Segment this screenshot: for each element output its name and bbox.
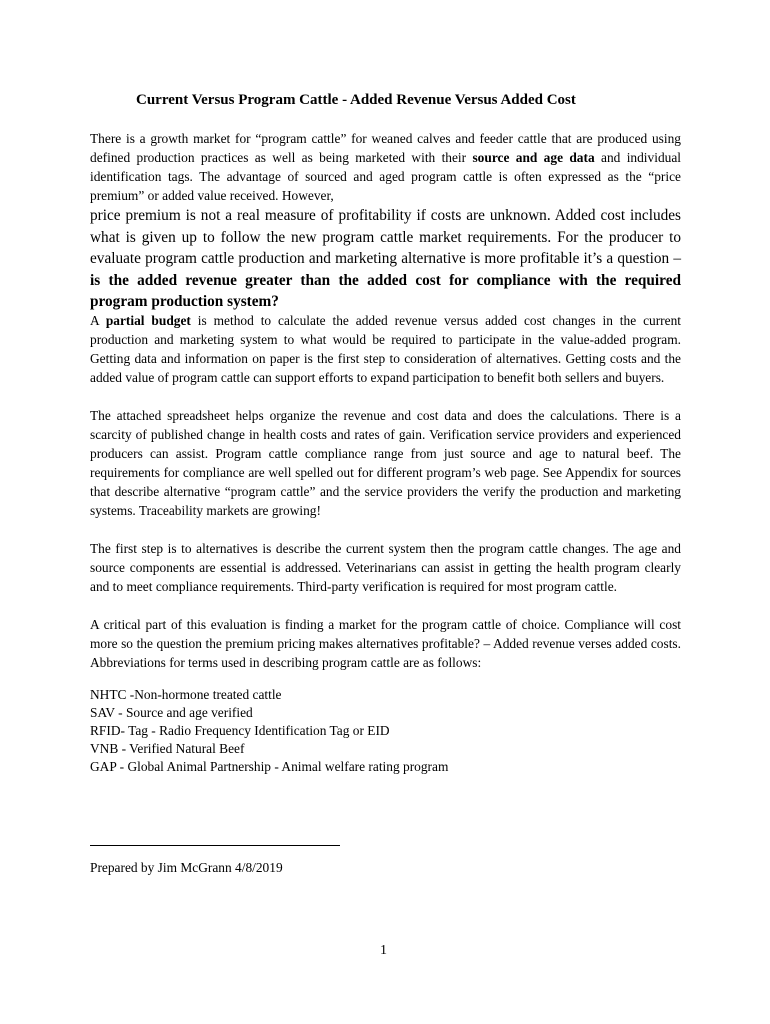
paragraph-first-step: The first step is to alternatives is describe the current system then the program cattle changes. The age and source components are essential is addressed. Veterinarians can assist in getting the health program clearly and to meet compliance requirements. Third-party verification is required for most program cattle.: [90, 541, 681, 594]
page-number: 1: [380, 943, 387, 958]
partial-budget-text-2: is method to calculate the added revenue versus added cost changes in the current production and marketing system to what would be required to participate in the value-added program. Getting data and information on paper is the first step to consideration of alternatives. Getting costs and the added value of program cattle can support efforts to expand participation to benefit both sellers and buyers.: [90, 313, 681, 385]
abbreviation-item: SAV - Source and age verified: [90, 705, 253, 721]
prepared-by: Prepared by Jim McGrann 4/8/2019: [90, 860, 283, 875]
paragraph-partial-budget: [90, 311, 681, 387]
intro-text-2: and individual identification tags. The advantage of sourced and aged program cattle is often expressed as the “price premium” or added value received. However,: [90, 150, 681, 203]
partial-budget-text-1: A: [90, 313, 106, 328]
partial-budget-emphasis: partial budget: [105, 313, 191, 328]
intro-text-3: price premium is not a real measure of profitability if costs are unknown. Added cost includes what is given up to follow the new program cattle market requirements. For the producer to evaluate program cattle production and marketing alternative is more profitable it’s a question –: [90, 207, 681, 267]
abbreviation-item: VNB - Verified Natural Beef: [90, 741, 245, 757]
paragraph-critical-part: A critical part of this evaluation is finding a market for the program cattle of choice. Compliance will cost more so the question the premium pricing makes alternatives profitable? – Added revenue verses added costs. Abbreviations for terms used in describing program cattle are as follows:: [90, 617, 681, 670]
intro-text-1: There is a growth market for “program cattle” for weaned calves and feeder cattle that are produced using defined production practices as well as being marketed with their: [90, 131, 681, 165]
paragraph-intro: [90, 129, 681, 205]
document-body: [90, 129, 681, 205]
document-body-rest: [90, 311, 681, 691]
abbreviation-item: RFID- Tag - Radio Frequency Identification Tag or EID: [90, 723, 390, 739]
footnote-divider: [90, 845, 340, 846]
document-body-large: [90, 205, 681, 313]
abbreviation-item: GAP - Global Animal Partnership - Animal welfare rating program: [90, 759, 449, 775]
abbreviation-list: [90, 686, 448, 776]
paragraph-intro-continued: [90, 205, 681, 313]
intro-emphasis-source-age: source and age data: [472, 150, 595, 165]
document-title: Current Versus Program Cattle - Added Revenue Versus Added Cost: [136, 92, 576, 108]
abbreviation-item: NHTC -Non-hormone treated cattle: [90, 687, 282, 702]
intro-emphasis-question: is the added revenue greater than the added cost for compliance with the required program production system?: [90, 271, 681, 310]
paragraph-spreadsheet: The attached spreadsheet helps organize the revenue and cost data and does the calculations. There is a scarcity of published change in health costs and rates of gain. Verification service providers and experienced producers can assist. Program cattle compliance range from just source and age to natural beef. The requirements for compliance are well spelled out for different program’s web page. See Appendix for sources that describe alternative “program cattle” and the service providers the verify the production and marketing systems. Traceability markets are growing!: [90, 408, 681, 518]
